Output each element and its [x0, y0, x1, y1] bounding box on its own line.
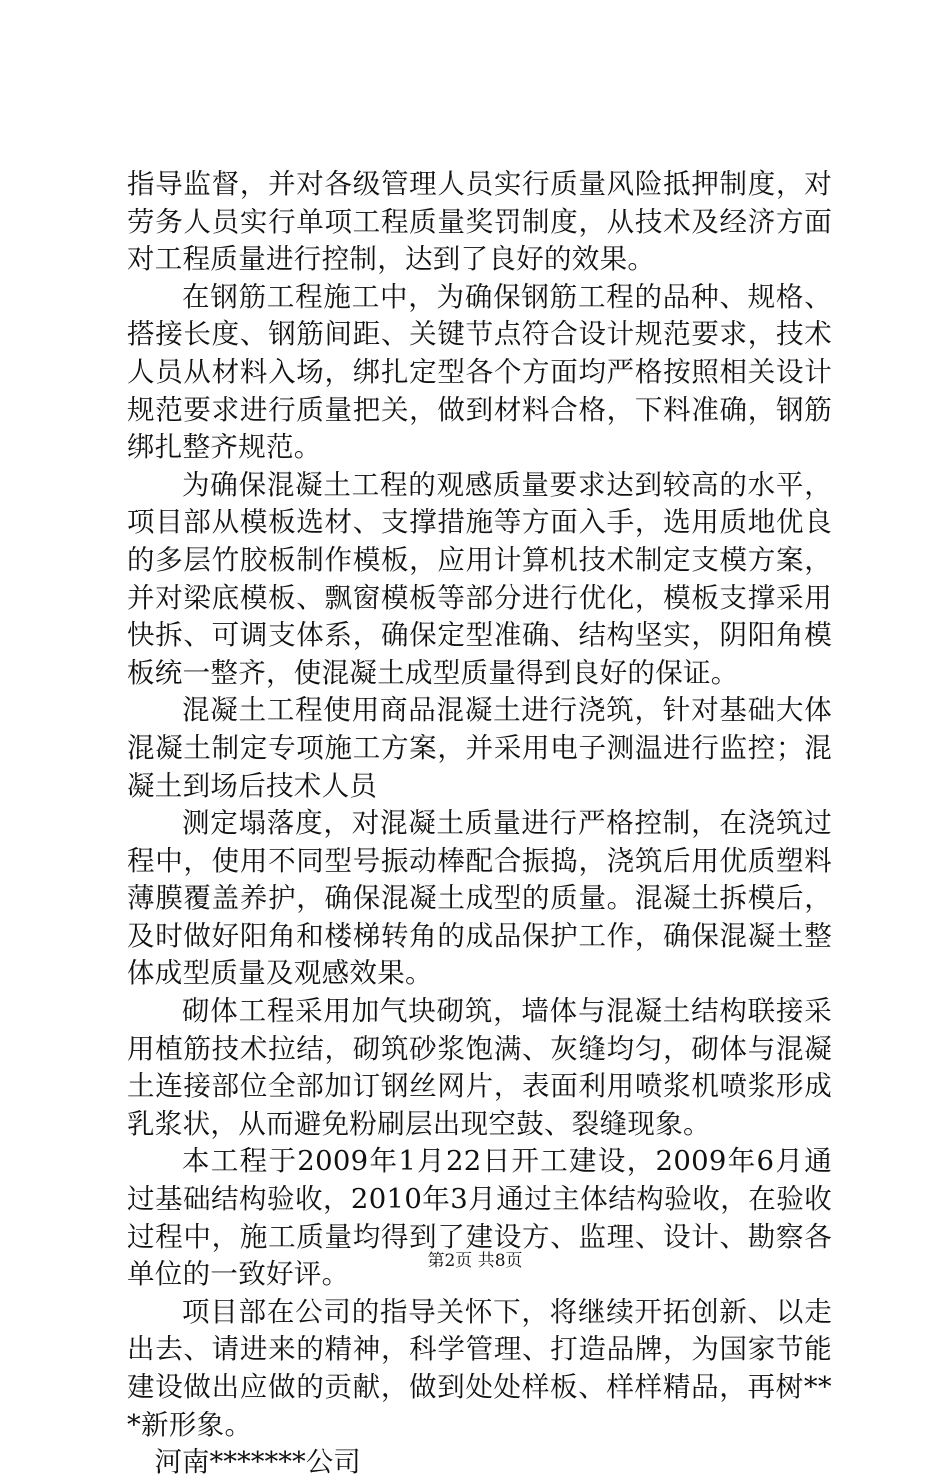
paragraph: 本工程于2009年1月22日开工建设，2009年6月通过基础结构验收，2010年3月通过主体结构验收，在验收过程中，施工质量均得到了建设方、监理、设计、勘察各单位的一致好评。: [127, 1145, 832, 1291]
paragraph: 砌体工程采用加气块砌筑，墙体与混凝土结构联接采用植筋技术拉结，砌筑砂浆饱满、灰缝均匀，砌体与混凝土连接部位全部加订钢丝网片，表面利用喷浆机喷浆形成乳浆状，从而避免粉刷层出现空鼓、裂缝现象。: [127, 995, 832, 1140]
page-number-footer: 第2页 共8页: [427, 1251, 523, 1271]
paragraph: 测定塌落度，对混凝土质量进行严格控制，在浇筑过程中，使用不同型号振动棒配合振捣，浇筑后用优质塑料薄膜覆盖养护，确保混凝土成型的质量。混凝土拆模后，及时做好阳角和楼梯转角的成品保护工作，确保混凝土整体成型质量及观感效果。: [127, 807, 832, 990]
paragraph: 在钢筋工程施工中，为确保钢筋工程的品种、规格、搭接长度、钢筋间距、关键节点符合设计规范要求，技术人员从材料入场，绑扎定型各个方面均严格按照相关设计规范要求进行质量把关，做到材料合格，下料准确，钢筋绑扎整齐规范。: [127, 280, 832, 464]
paragraph: 指导监督，并对各级管理人员实行质量风险抵押制度，对劳务人员实行单项工程质量奖罚制度，从技术及经济方面对工程质量进行控制，达到了良好的效果。: [127, 168, 832, 276]
paragraph: 项目部在公司的指导关怀下，将继续开拓创新、以走出去、请进来的精神，科学管理、打造品牌，为国家节能建设做出应做的贡献，做到处处样板、样样精品，再树***新形象。: [127, 1295, 832, 1441]
paragraph: 为确保混凝土工程的观感质量要求达到较高的水平，项目部从模板选材、支撑措施等方面入手，选用质地优良的多层竹胶板制作模板，应用计算机技术制定支模方案，并对梁底模板、飘窗模板等部分进行优化，模板支撑采用快拆、可调支体系，确保定型准确、结构坚实，阴阳角模板统一整齐，使混凝土成型质量得到良好的保证。: [127, 468, 832, 689]
document-body: [127, 166, 832, 1482]
company-signature: 河南*******公司: [154, 1446, 361, 1479]
paragraph: 混凝土工程使用商品混凝土进行浇筑，针对基础大体混凝土制定专项施工方案，并采用电子测温进行监控；混凝土到场后技术人员: [127, 694, 832, 802]
